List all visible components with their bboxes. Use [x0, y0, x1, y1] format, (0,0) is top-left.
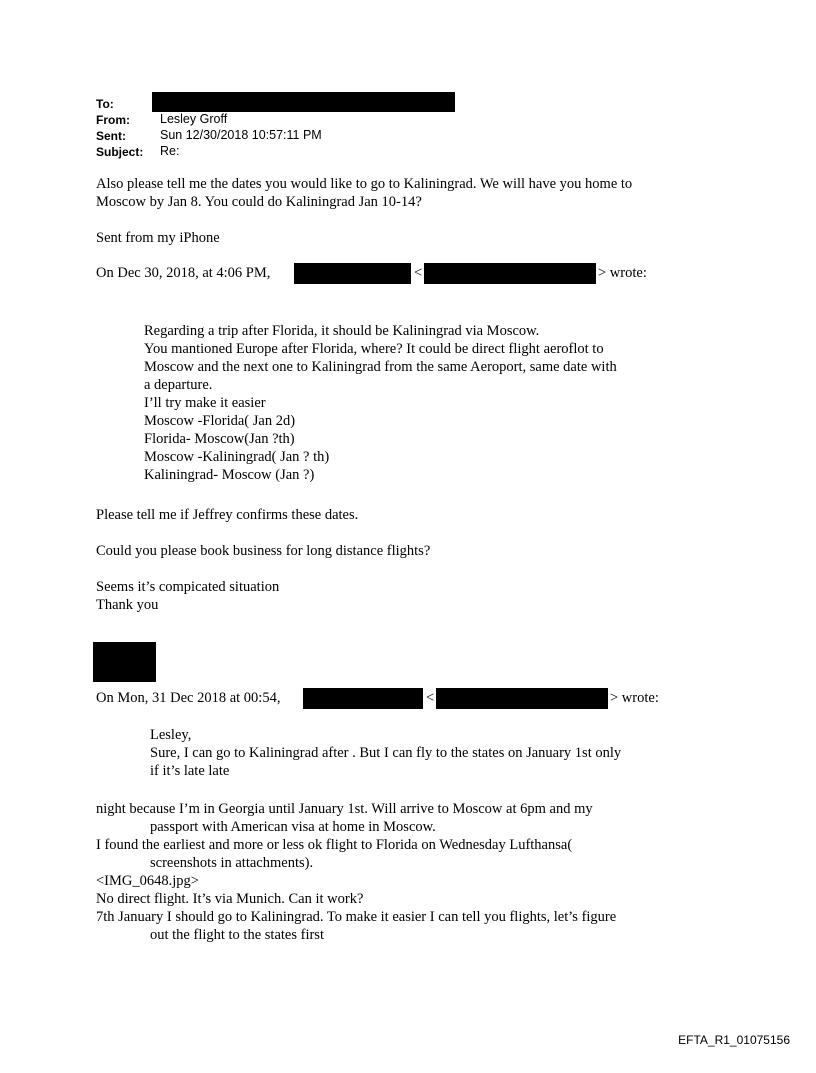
quote1-line: Regarding a trip after Florida, it should be Kaliningrad via Moscow. [144, 323, 540, 339]
recipient-redaction [152, 92, 455, 112]
quote1-line: Kaliningrad- Moscow (Jan ?) [144, 467, 315, 483]
sender-name-redaction [294, 263, 411, 284]
reply-body [96, 175, 632, 211]
quote2-body-line: 7th January I should go to Kaliningrad. To make it easier I can tell you flights, let’s figure [96, 909, 617, 925]
reply-line: Also please tell me the dates you would like to go to Kaliningrad. We will have you home to [96, 176, 633, 192]
quote1-closing [96, 578, 279, 614]
subject-label: Subject: [96, 145, 144, 159]
from-value: Lesley Groff [160, 112, 228, 126]
quote2-attribution-prefix: On Mon, 31 Dec 2018 at 00:54, [96, 690, 281, 706]
quote2-lt: < [426, 690, 435, 706]
quote1-closing-line: Thank you [96, 597, 159, 613]
quote2-body-line: screenshots in attachments). [150, 855, 314, 871]
quote1-line: a departure. [144, 377, 213, 393]
document-id: EFTA_R1_01075156 [678, 1033, 790, 1047]
reply-line: Moscow by Jan 8. You could do Kaliningrad Jan 10-14? [96, 194, 422, 210]
sender-email-redaction [424, 263, 596, 284]
sent-label: Sent: [96, 129, 126, 143]
quote1-line: Moscow -Kaliningrad( Jan ? th) [144, 449, 330, 465]
subject-value: Re: [160, 144, 180, 158]
to-label: To: [96, 97, 114, 111]
quote1-attribution-prefix: On Dec 30, 2018, at 4:06 PM, [96, 265, 271, 281]
quote1-para1: Please tell me if Jeffrey confirms these dates. [96, 507, 359, 523]
quote2-line: if it’s late late [150, 763, 230, 779]
sent-value: Sun 12/30/2018 10:57:11 PM [160, 128, 322, 142]
quote1-line: Moscow -Florida( Jan 2d) [144, 413, 296, 429]
quote2-body [96, 800, 616, 944]
quote1-lt: < [414, 265, 423, 281]
quote2-body-line: No direct flight. It’s via Munich. Can it work? [96, 891, 364, 907]
quote1-line: You mantioned Europe after Florida, where? It could be direct flight aeroflot to [144, 341, 604, 357]
quote2-body-line: passport with American visa at home in Moscow. [150, 819, 436, 835]
quote1-attribution-suffix: > wrote: [598, 265, 647, 281]
sender-name-redaction-2 [303, 688, 423, 709]
quote1-line: Florida- Moscow(Jan ?th) [144, 431, 295, 447]
sender-email-redaction-2 [436, 688, 608, 709]
quote2-body-line: night because I’m in Georgia until January 1st. Will arrive to Moscow at 6pm and my [96, 801, 593, 817]
reply-signature: Sent from my iPhone [96, 230, 220, 246]
quote1-message [144, 322, 617, 484]
quote2-body-line: out the flight to the states first [150, 927, 324, 943]
signature-redaction [93, 642, 156, 682]
from-label: From: [96, 113, 130, 127]
quote2-line: Lesley, [150, 727, 192, 743]
quote2-line: Sure, I can go to Kaliningrad after . But I can fly to the states on January 1st only [150, 745, 622, 761]
quote1-line: I’ll try make it easier [144, 395, 266, 411]
quote2-message [150, 726, 621, 780]
quote1-closing-line: Seems it’s compicated situation [96, 579, 280, 595]
quote2-attribution-suffix: > wrote: [610, 690, 659, 706]
quote2-body-line: I found the earliest and more or less ok flight to Florida on Wednesday Lufthansa( [96, 837, 573, 853]
quote1-line: Moscow and the next one to Kaliningrad from the same Aeroport, same date with [144, 359, 617, 375]
attachment-reference: <IMG_0648.jpg> [96, 873, 199, 889]
quote1-para2: Could you please book business for long distance flights? [96, 543, 431, 559]
